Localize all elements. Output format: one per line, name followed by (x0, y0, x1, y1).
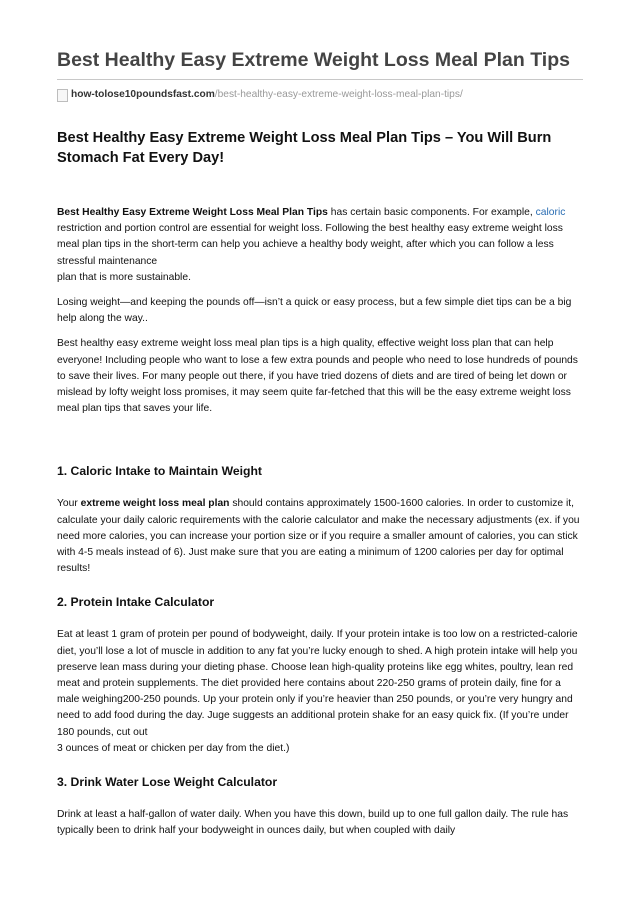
intro-paragraph (57, 205, 583, 286)
section-heading-caloric-intake: 1. Caloric Intake to Maintain Weight (57, 464, 262, 479)
caloric-bold: extreme weight loss meal plan (80, 498, 230, 510)
intro-text-3: plan that is more sustainable. (57, 271, 191, 283)
caloric-lead: Your (57, 498, 81, 510)
favicon-icon (57, 89, 68, 102)
section-text-drink-water: Drink at least a half-gallon of water daily. When you have this down, build up to one full gallon daily. The rule has typically been to drink half your bodyweight in ounces daily, but when coupled with daily (57, 809, 569, 837)
caloric-link[interactable]: caloric (535, 207, 566, 218)
page-title: Best Healthy Easy Extreme Weight Loss Meal Plan Tips (57, 49, 570, 71)
protein-body-end: 3 ounces of meat or chicken per day from the diet.) (57, 742, 290, 754)
title-divider (57, 79, 583, 80)
section-heading-drink-water: 3. Drink Water Lose Weight Calculator (57, 775, 278, 790)
paragraph-losing-weight: Losing weight—and keeping the pounds off—isn’t a quick or easy process, but a few simple diet tips can be a big help along the way.. (57, 297, 572, 325)
section-text-caloric-intake (57, 496, 583, 577)
source-domain-link[interactable]: how-tolose10poundsfast.com (71, 89, 215, 100)
source-path-link[interactable]: /best-healthy-easy-extreme-weight-loss-meal-plan-tips/ (214, 89, 463, 100)
section-text-protein-intake (57, 627, 583, 757)
source-line (57, 87, 583, 103)
article-subtitle: Best Healthy Easy Extreme Weight Loss Meal Plan Tips – You Will Burn Stomach Fat Every Day! (57, 130, 552, 166)
protein-body: Eat at least 1 gram of protein per pound of bodyweight, daily. If your protein intake is too low on a restricted-calorie diet, you’ll lose a lot of muscle in addition to any fat you’re lucky enough to shed. A high protein intake will help you preserve lean mass during your dieting phase. Choose lean high-quality proteins like egg whites, poultry, lean red meat and protein supplements. The diet provided here contains about 220-250 grams of protein daily, fine for a male weighing200-250 pounds. Up your protein only if you’re heavier than 250 pounds, or you’re very hungry and need to add food during the day. Juge suggests an additional protein shake for an easy quick fix. (If you’re under 180 pounds, cut out (57, 629, 578, 738)
paragraph-meal-plan-overview: Best healthy easy extreme weight loss meal plan tips is a high quality, effective weight loss plan that can help everyone! Including people who want to lose a few extra pounds and people who need to lose hundreds of pounds to save their lives. For many people out there, if you have tried dozens of diets and are tired of being let down or mislead by lofty weight loss promises, it may seem quite far-fetched that this will be the easy extreme weight loss meal plan tips that saves your life. (57, 338, 578, 415)
caloric-body: should contains approximately 1500-1600 calories. In order to customize it, calculate your daily caloric requirements with the calorie calculator and make the necessary adjustments (ex. if you need more calories, you can increase your portion size or if you require a smaller amount of calories, you can stick with 4-5 meals instead of 6). Just make sure that you are eating a minimum of 1200 calories per day for optimal results! (57, 498, 580, 575)
document-page (57, 48, 583, 839)
section-heading-protein-intake: 2. Protein Intake Calculator (57, 595, 215, 610)
intro-text-2: restriction and portion control are essential for weight loss. Following the best healthy easy extreme weight loss meal plan tips in the short-term can help you achieve a healthy body weight, after which you can follow a less stressful maintenance (57, 223, 563, 267)
intro-text-1: has certain basic components. For example, (327, 207, 536, 218)
intro-bold-lead: Best Healthy Easy Extreme Weight Loss Meal Plan Tips (57, 207, 328, 218)
